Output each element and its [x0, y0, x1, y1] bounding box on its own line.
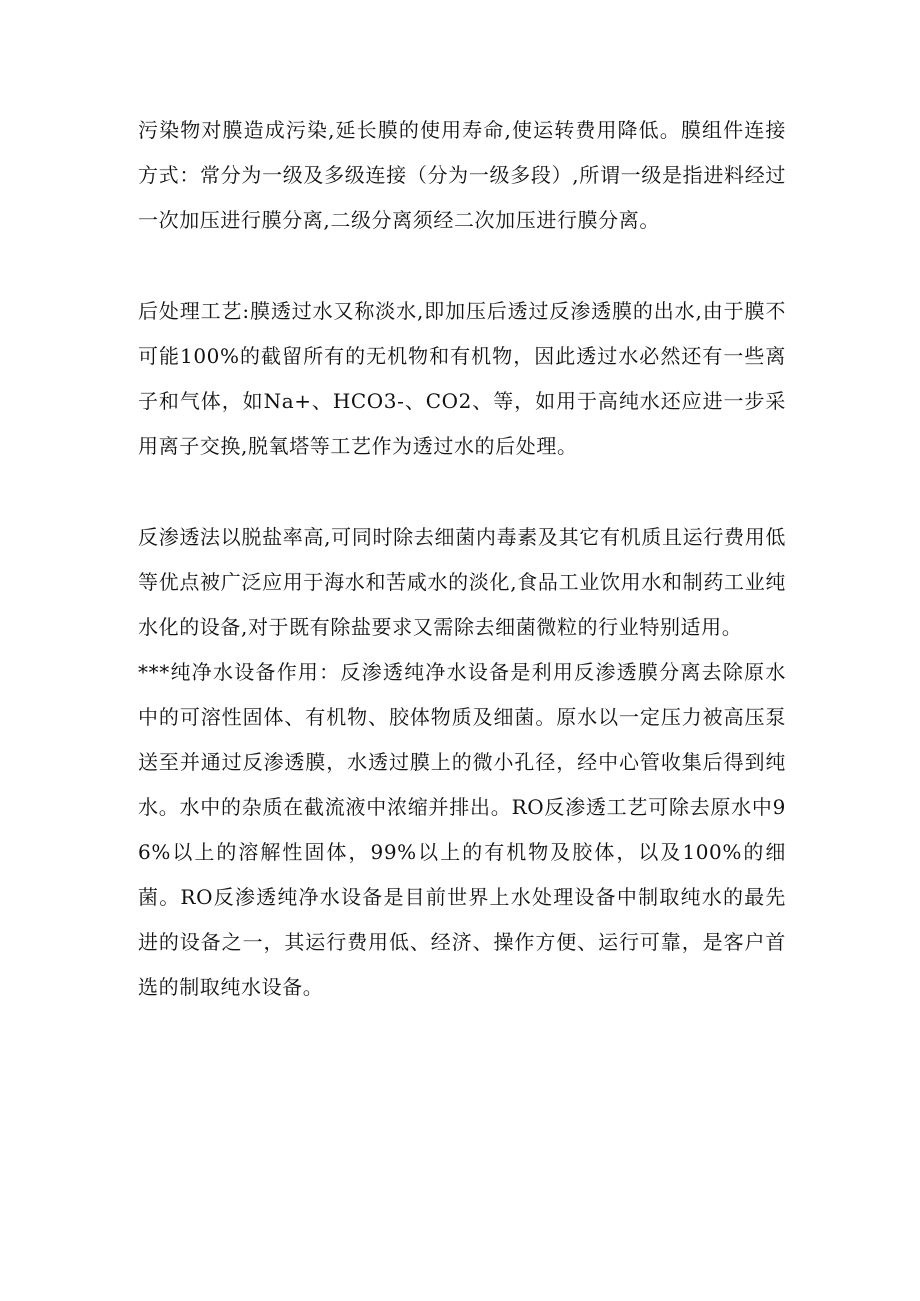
- paragraph-gap: [138, 243, 786, 289]
- paragraph-membrane-connection: 污染物对膜造成污染,延长膜的使用寿命,使运转费用降低。膜组件连接方式：常分为一级及多级连接（分为一级多段）,所谓一级是指进料经过一次加压进行膜分离,二级分离须经二次加压进行膜分离。: [138, 118, 786, 232]
- paragraph-equipment-function: ***纯净水设备作用：反渗透纯净水设备是利用反渗透膜分离去除原水中的可溶性固体、有机物、胶体物质及细菌。原水以一定压力被高压泵送至并通过反渗透膜，水透过膜上的微小孔径，经中心管收集后得到纯水。水中的杂质在截流液中浓缩并排出。RO反渗透工艺可除去原水中96%以上的溶解性固体，99%以上的有机物及胶体，以及100%的细菌。RO反渗透纯净水设备是目前世界上水处理设备中制取纯水的最先进的设备之一，其运行费用低、经济、操作方便、运行可靠，是客户首选的制取纯水设备。: [138, 660, 786, 999]
- document-body: [138, 108, 786, 1010]
- paragraph-post-treatment: 后处理工艺:膜透过水又称淡水,即加压后透过反渗透膜的出水,由于膜不可能100%的截留所有的无机物和有机物，因此透过水必然还有一些离子和气体，如Na+、HCO3-、CO2、等，如用于高纯水还应进一步采用离子交换,脱氧塔等工艺作为透过水的后处理。: [138, 299, 786, 458]
- paragraph-ro-advantages: 反渗透法以脱盐率高,可同时除去细菌内毒素及其它有机质且运行费用低等优点被广泛应用于海水和苦咸水的淡化,食品工业饮用水和制药工业纯水化的设备,对于既有除盐要求又需除去细菌微粒的行业特别适用。: [138, 525, 786, 639]
- paragraph-gap: [138, 469, 786, 515]
